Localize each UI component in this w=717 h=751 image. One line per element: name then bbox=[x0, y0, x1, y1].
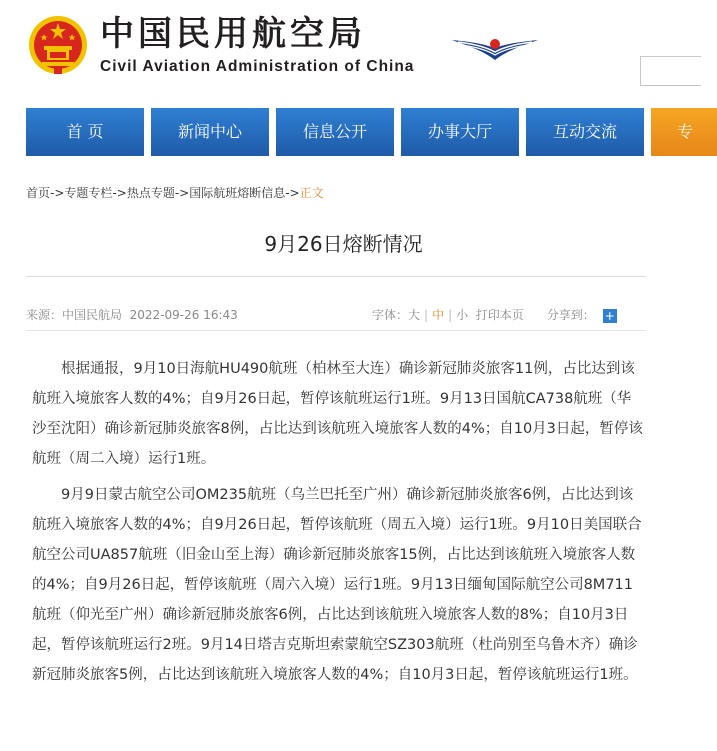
site-title-cn: 中国民用航空局 bbox=[100, 14, 366, 54]
site-header bbox=[0, 0, 687, 100]
article-date: 2022-09-26 16:43 bbox=[129, 308, 238, 322]
breadcrumb bbox=[26, 184, 324, 201]
share-label: 分享到： bbox=[546, 308, 595, 322]
divider: | bbox=[424, 308, 429, 322]
font-size-small[interactable]: 小 bbox=[456, 308, 469, 322]
font-size-large[interactable]: 大 bbox=[408, 308, 421, 322]
nav-item-news[interactable]: 新闻中心 bbox=[151, 108, 269, 156]
font-size-medium[interactable]: 中 bbox=[432, 308, 445, 322]
breadcrumb-separator: -> bbox=[285, 186, 300, 200]
main-nav bbox=[0, 108, 694, 156]
search-input[interactable] bbox=[640, 56, 701, 86]
article-body bbox=[32, 354, 644, 696]
national-emblem-icon bbox=[28, 14, 88, 76]
nav-item-special[interactable]: 专 bbox=[651, 108, 717, 156]
nav-item-info[interactable]: 信息公开 bbox=[276, 108, 394, 156]
article-paragraph: 9月9日蒙古航空公司OM235航班（乌兰巴托至广州）确诊新冠肺炎旅客6例，占比达到该航班入境旅客人数的4%；自9月26日起，暂停该航班（周五入境）运行1班。9月10日美国联合航空公司UA857航班（旧金山至上海）确诊新冠肺炎旅客15例，占比达到该航班入境旅客人数的4%；自9月26日起，暂停该航班（周六入境）运行1班。9月13日缅甸国际航空公司8M711航班（仰光至广州）确诊新冠肺炎旅客6例，占比达到该航班入境旅客人数的8%；自10月3日起，暂停该航班运行2班。9月14日塔吉克斯坦索蒙航空SZ303航班（杜尚别至乌鲁木齐）确诊新冠肺炎旅客5例，占比达到该航班入境旅客人数的4%；自10月3日起，暂停该航班运行1班。 bbox=[32, 487, 642, 683]
article-title: 9月26日熔断情况 bbox=[264, 232, 423, 256]
site-title-en: Civil Aviation Administration of China bbox=[100, 58, 415, 75]
article-source: 来源：中国民航局 bbox=[26, 308, 123, 322]
breadcrumb-current: 正文 bbox=[299, 186, 324, 200]
breadcrumb-home[interactable]: 首页 bbox=[26, 186, 51, 200]
article-tools bbox=[372, 306, 617, 323]
article-paragraph: 根据通报，9月10日海航HU490航班（柏林至大连）确诊新冠肺炎旅客11例，占比达到该航班入境旅客人数的4%；自9月26日起，暂停该航班运行1班。9月13日国航CA738航班（华沙至沈阳）确诊新冠肺炎旅客8例，占比达到该航班入境旅客人数的4%；自10月3日起，暂停该航班（周二入境）运行1班。 bbox=[32, 361, 643, 467]
breadcrumb-separator: -> bbox=[50, 186, 65, 200]
share-plus-icon[interactable]: + bbox=[604, 308, 615, 323]
nav-item-home[interactable]: 首 页 bbox=[26, 108, 144, 156]
nav-item-service[interactable]: 办事大厅 bbox=[401, 108, 519, 156]
breadcrumb-separator: -> bbox=[112, 186, 127, 200]
font-size-label: 字体： bbox=[372, 308, 409, 322]
divider: | bbox=[448, 308, 453, 322]
breadcrumb-flight-circuit[interactable]: 国际航班熔断信息 bbox=[189, 186, 286, 200]
article-source-date bbox=[26, 306, 238, 323]
nav-item-interact[interactable]: 互动交流 bbox=[526, 108, 644, 156]
caac-wing-logo-icon bbox=[452, 30, 538, 62]
breadcrumb-special-columns[interactable]: 专题专栏 bbox=[64, 186, 113, 200]
breadcrumb-hot-topics[interactable]: 热点专题 bbox=[126, 186, 175, 200]
print-button[interactable]: 打印本页 bbox=[475, 308, 524, 322]
meta-divider bbox=[26, 330, 646, 331]
breadcrumb-separator: -> bbox=[174, 186, 190, 200]
title-divider bbox=[26, 276, 646, 277]
